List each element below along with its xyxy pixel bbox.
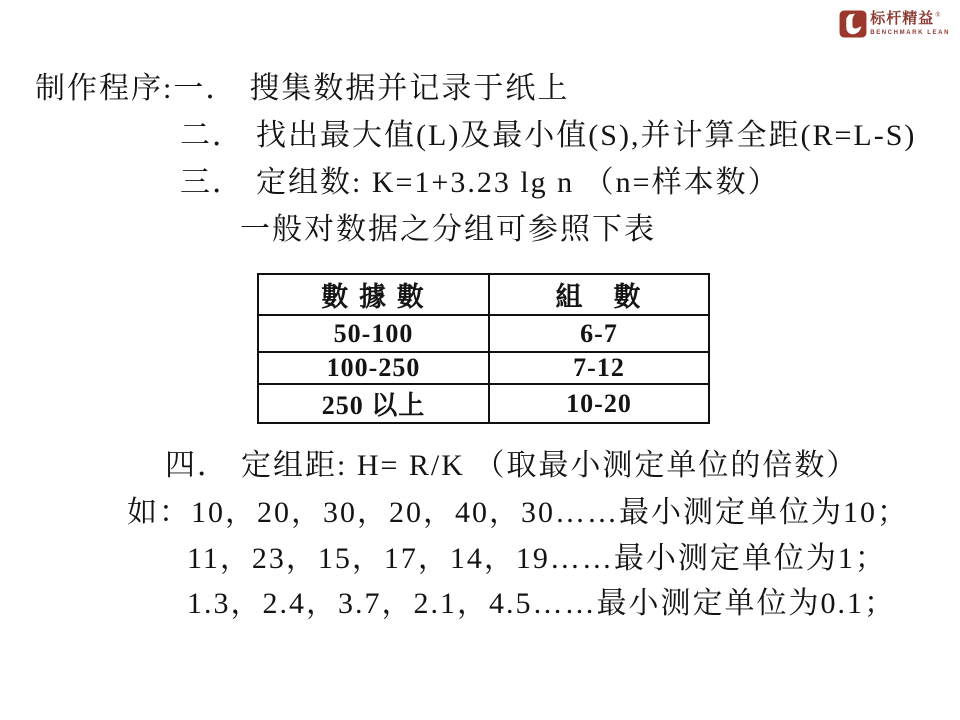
table-cell-data-range: 250 以上 (258, 384, 489, 423)
step4-number: 四． (165, 449, 229, 482)
procedure-line-2 (180, 119, 916, 152)
example-line-2: 11，23，15，17，14，19……最小测定单位为1； (187, 542, 887, 575)
example1-text: 10，20，30，20，40，30……最小测定单位为10； (191, 496, 909, 529)
benchmark-lean-logo (839, 10, 950, 38)
table-cell-data-range: 100-250 (258, 352, 489, 384)
table-header-row (258, 274, 709, 315)
example-line-3: 1.3，2.4，3.7，2.1，4.5……最小测定单位为0.1； (187, 587, 896, 620)
procedure-note: 一般对数据之分组可参照下表 (240, 213, 656, 246)
table-cell-data-range: 50-100 (258, 315, 489, 352)
table-row (258, 315, 709, 352)
table-cell-group-range: 7-12 (489, 352, 709, 384)
step2-number: 二． (180, 119, 244, 152)
table-row (258, 352, 709, 384)
table-cell-group-range: 6-7 (489, 315, 709, 352)
registered-trademark-icon: ® (935, 11, 941, 19)
benchmark-lean-logo-icon (839, 10, 867, 38)
procedure-prefix: 制作程序: (35, 72, 174, 105)
example-line-1 (127, 496, 909, 529)
section4-line (165, 449, 858, 482)
logo-brand-chinese: 标杆精益 (870, 11, 935, 27)
procedure-line-3 (180, 166, 780, 199)
step3-number: 三． (180, 166, 244, 199)
table-header-data-count: 數 據 數 (258, 274, 489, 315)
step2-text: 找出最大值(L)及最小值(S),并计算全距(R=L-S) (256, 119, 917, 152)
table-cell-group-range: 10-20 (489, 384, 709, 423)
example-label: 如： (127, 496, 191, 529)
grouping-reference-table (257, 273, 710, 424)
step3-text: 定组数: K=1+3.23 lg n （n=样本数） (256, 166, 780, 199)
table-row (258, 384, 709, 423)
step1-number: 一． (173, 72, 238, 105)
step1-text: 搜集数据并记录于纸上 (249, 72, 570, 105)
logo-brand-english: BENCHMARK LEAN (870, 30, 950, 36)
table-header-group-count: 組 數 (489, 274, 709, 315)
procedure-line-1 (35, 72, 569, 105)
logo-text-block (870, 10, 950, 36)
step4-text: 定组距: H= R/K （取最小测定单位的倍数） (241, 449, 859, 482)
